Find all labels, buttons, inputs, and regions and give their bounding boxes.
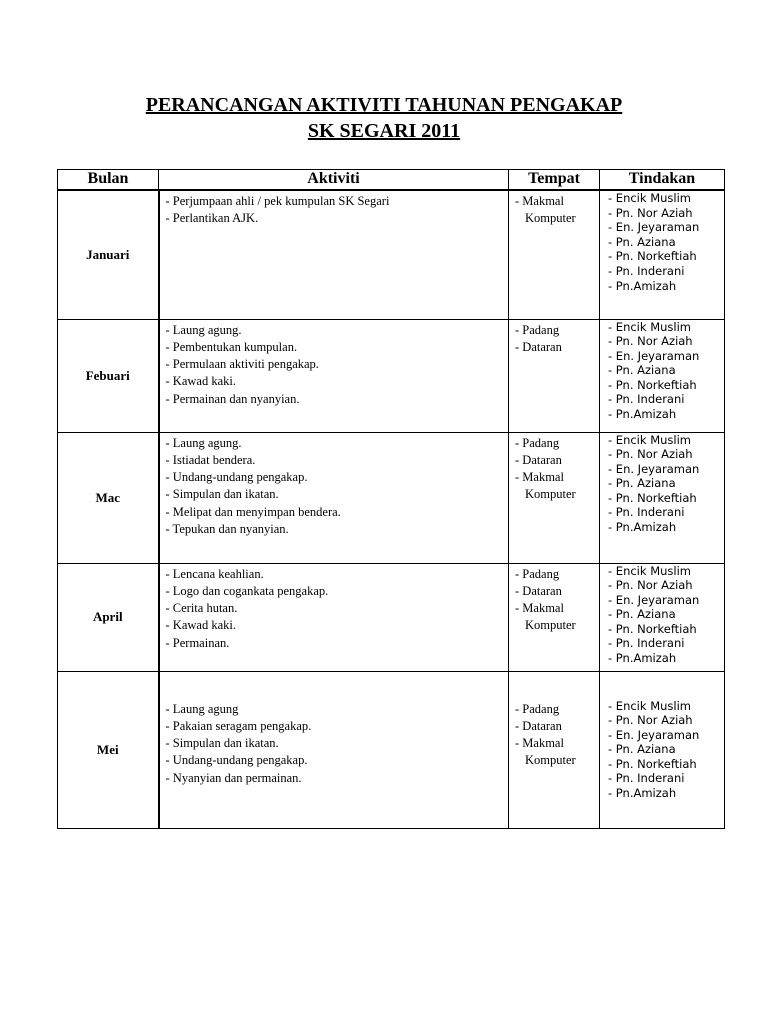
action-item: - Pn.Amizah: [608, 651, 677, 666]
table-row: [58, 671, 725, 828]
action-item: - Pn. Aziana: [608, 476, 676, 491]
activity-item: - Logo dan cogankata pengakap.: [165, 583, 329, 598]
actions-cell: [600, 190, 725, 319]
action-item: - Pn. Aziana: [608, 363, 676, 378]
place-item: Komputer: [525, 753, 576, 768]
activity-item: - Nyanyian dan permainan.: [165, 770, 302, 785]
activity-schedule-table: [57, 169, 725, 829]
activity-item: - Lencana keahlian.: [165, 566, 264, 581]
activities-cell: [159, 319, 509, 432]
action-item: - Pn. Aziana: [608, 607, 676, 622]
action-item: - Encik Muslim: [608, 319, 691, 334]
action-item: - Pn. Nor Aziah: [608, 713, 693, 728]
action-item: - Pn. Inderani: [608, 263, 685, 278]
activities-cell: [159, 563, 509, 671]
activities-cell: [159, 190, 509, 319]
table-row: [58, 190, 725, 319]
place-item: - Makmal: [515, 470, 564, 485]
place-item: Komputer: [525, 618, 576, 633]
header-aktiviti: Aktiviti: [159, 170, 509, 191]
place-item: - Makmal: [515, 194, 564, 208]
action-item: - En. Jeyaraman: [608, 727, 700, 742]
activity-item: - Pakaian seragam pengakap.: [165, 718, 312, 733]
action-item: - Pn. Norkeftiah: [608, 490, 697, 505]
actions-cell: [600, 319, 725, 432]
action-item: - Pn. Aziana: [608, 234, 676, 249]
actions-cell: [600, 432, 725, 563]
activity-item: - Undang-undang pengakap.: [165, 470, 308, 485]
place-item: - Dataran: [515, 339, 562, 354]
activities-cell: [159, 671, 509, 828]
place-item: - Padang: [515, 435, 560, 450]
actions-cell: [600, 563, 725, 671]
action-item: - Encik Muslim: [608, 698, 691, 713]
place-item: - Padang: [515, 322, 560, 337]
action-item: - Pn. Aziana: [608, 742, 676, 757]
activity-item: - Laung agung.: [165, 435, 242, 450]
header-tindakan: Tindakan: [600, 170, 725, 191]
month-cell: Febuari: [58, 319, 159, 432]
action-item: - En. Jeyaraman: [608, 348, 700, 363]
place-item: - Padang: [515, 701, 560, 716]
activity-item: - Laung agung: [165, 701, 239, 716]
action-item: - Pn. Inderani: [608, 636, 685, 651]
activity-item: - Simpulan dan ikatan.: [165, 736, 279, 751]
action-item: - Pn. Norkeftiah: [608, 621, 697, 636]
action-item: - Pn. Inderani: [608, 505, 685, 520]
action-item: - Pn. Norkeftiah: [608, 756, 697, 771]
activity-item: - Kawad kaki.: [165, 374, 236, 389]
activity-item: - Perjumpaan ahli / pek kumpulan SK Segari: [165, 194, 390, 208]
action-item: - Pn.Amizah: [608, 520, 677, 535]
place-item: - Dataran: [515, 718, 562, 733]
table-row: [58, 563, 725, 671]
action-item: - En. Jeyaraman: [608, 592, 700, 607]
action-item: - Encik Muslim: [608, 432, 691, 447]
action-item: - Pn. Inderani: [608, 771, 685, 786]
place-item: - Makmal: [515, 736, 564, 751]
table-row: [58, 319, 725, 432]
activity-item: - Istiadat bendera.: [165, 452, 256, 467]
action-item: - Pn.Amizah: [608, 407, 677, 422]
activity-item: - Laung agung.: [165, 322, 242, 337]
action-item: - Pn. Norkeftiah: [608, 249, 697, 264]
activity-item: - Cerita hutan.: [165, 601, 238, 616]
table-row: [58, 432, 725, 563]
action-item: - En. Jeyaraman: [608, 220, 700, 235]
header-bulan: Bulan: [58, 170, 159, 191]
activities-cell: [159, 432, 509, 563]
action-item: - Pn. Norkeftiah: [608, 377, 697, 392]
activity-item: - Perlantikan AJK.: [165, 211, 259, 226]
action-item: - Pn.Amizah: [608, 278, 677, 293]
month-cell: Januari: [58, 190, 159, 319]
action-item: - Encik Muslim: [608, 563, 691, 578]
document-subtitle: SK SEGARI 2011: [307, 120, 461, 142]
action-item: - Pn. Nor Aziah: [608, 334, 693, 349]
action-item: - Encik Muslim: [608, 191, 691, 205]
place-item: - Makmal: [515, 601, 564, 616]
table-header-row: [58, 170, 725, 191]
activity-item: - Permainan.: [165, 635, 230, 650]
activity-item: - Permulaan aktiviti pengakap.: [165, 357, 319, 372]
month-cell: April: [58, 563, 159, 671]
action-item: - Pn.Amizah: [608, 786, 677, 801]
activity-item: - Kawad kaki.: [165, 618, 236, 633]
place-item: - Dataran: [515, 583, 562, 598]
actions-cell: [600, 671, 725, 828]
action-item: - Pn. Inderani: [608, 392, 685, 407]
document-title: PERANCANGAN AKTIVITI TAHUNAN PENGAKAP: [145, 94, 623, 116]
places-cell: [509, 671, 600, 828]
action-item: - Pn. Nor Aziah: [608, 578, 693, 593]
place-item: - Padang: [515, 566, 560, 581]
places-cell: [509, 432, 600, 563]
place-item: - Dataran: [515, 452, 562, 467]
place-item: Komputer: [525, 211, 576, 226]
place-item: Komputer: [525, 487, 576, 502]
activity-item: - Tepukan dan nyanyian.: [165, 521, 289, 536]
month-cell: Mac: [58, 432, 159, 563]
activity-item: - Pembentukan kumpulan.: [165, 339, 298, 354]
places-cell: [509, 190, 600, 319]
activity-item: - Undang-undang pengakap.: [165, 753, 308, 768]
month-cell: Mei: [58, 671, 159, 828]
action-item: - Pn. Nor Aziah: [608, 205, 693, 220]
places-cell: [509, 319, 600, 432]
activity-item: - Simpulan dan ikatan.: [165, 487, 279, 502]
action-item: - Pn. Nor Aziah: [608, 447, 693, 462]
activity-item: - Melipat dan menyimpan bendera.: [165, 504, 341, 519]
activity-item: - Permainan dan nyanyian.: [165, 391, 300, 406]
action-item: - En. Jeyaraman: [608, 461, 700, 476]
header-tempat: Tempat: [509, 170, 600, 191]
places-cell: [509, 563, 600, 671]
